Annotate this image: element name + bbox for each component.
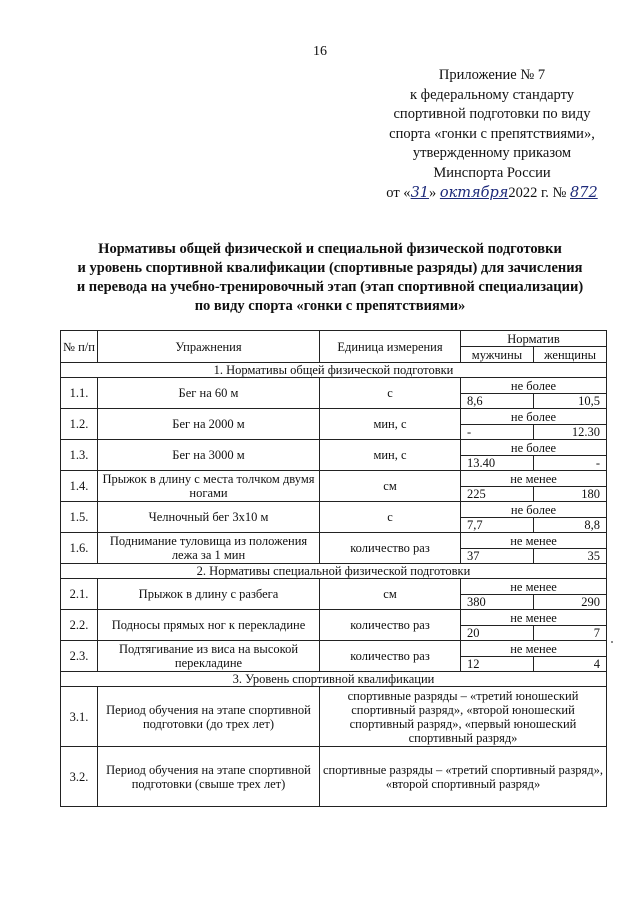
appendix-line: спортивной подготовки по виду [393, 106, 591, 123]
table-row [61, 378, 607, 394]
row-qualification: спортивные разряды – «третий спортивный разряд», «второй спортивный разряд» [320, 747, 607, 807]
row-exercise: Бег на 60 м [98, 378, 320, 409]
row-men: 7,7 [461, 518, 534, 533]
title-line: Нормативы общей физической и специальной физической подготовки [98, 241, 562, 257]
table-row [61, 502, 607, 518]
row-men: 225 [461, 487, 534, 502]
row-women: 10,5 [534, 394, 607, 409]
row-condition: не менее [461, 641, 607, 657]
header-women: женщины [534, 347, 607, 363]
section-row [61, 564, 607, 579]
appendix-title: Приложение № 7 [438, 67, 546, 83]
appendix-line: к федеральному стандарту [410, 86, 574, 103]
row-num: 3.1. [61, 687, 98, 747]
header-exercise: Упражнения [98, 331, 320, 363]
row-unit: количество раз [320, 533, 461, 564]
title-line: и уровень спортивной квалификации (спортивные разряды) для зачисления [77, 260, 583, 276]
row-unit: см [320, 579, 461, 610]
row-num: 1.4. [61, 471, 98, 502]
row-unit: количество раз [320, 610, 461, 641]
row-women: 4 [534, 657, 607, 672]
row-women: 35 [534, 549, 607, 564]
appendix-line: Минспорта России [433, 164, 551, 181]
row-condition: не более [461, 409, 607, 425]
document-title [60, 240, 600, 316]
section-row [61, 363, 607, 378]
row-num: 2.3. [61, 641, 98, 672]
title-line: и перевода на учебно-тренировочный этап (этап спортивной специализации) [76, 279, 584, 295]
table-row [61, 610, 607, 626]
section-row [61, 672, 607, 687]
header-norm: Норматив [461, 331, 607, 347]
order-date [372, 184, 612, 204]
handwritten-day: 31 [410, 184, 430, 201]
handwritten-month: октября [439, 184, 509, 201]
row-exercise: Период обучения на этапе спортивной подготовки (до трех лет) [98, 687, 320, 747]
row-unit: мин, с [320, 440, 461, 471]
row-women: - [534, 456, 607, 471]
table-row [61, 533, 607, 549]
row-exercise: Бег на 2000 м [98, 409, 320, 440]
row-women: 180 [534, 487, 607, 502]
row-men: 20 [461, 626, 534, 641]
row-num: 2.2. [61, 610, 98, 641]
appendix-header [372, 66, 612, 203]
row-condition: не более [461, 440, 607, 456]
row-exercise: Поднимание туловища из положения лежа за 1 мин [98, 533, 320, 564]
row-num: 1.5. [61, 502, 98, 533]
section-title: 2. Нормативы специальной физической подготовки [61, 564, 607, 579]
appendix-line: утвержденному приказом [412, 145, 572, 162]
row-condition: не менее [461, 533, 607, 549]
row-num: 2.1. [61, 579, 98, 610]
table-row [61, 579, 607, 595]
row-women: 290 [534, 595, 607, 610]
date-prefix: от « [386, 184, 411, 201]
row-num: 1.3. [61, 440, 98, 471]
row-condition: не менее [461, 471, 607, 487]
header-unit: Единица измерения [320, 331, 461, 363]
row-unit: мин, с [320, 409, 461, 440]
section-title: 3. Уровень спортивной квалификации [61, 672, 607, 687]
row-men: 13.40 [461, 456, 534, 471]
table-header-row [61, 331, 607, 347]
row-unit: с [320, 502, 461, 533]
date-year: 2022 г. № [508, 184, 571, 201]
table-row [61, 747, 607, 807]
row-women: 12.30 [534, 425, 607, 440]
row-exercise: Прыжок в длину с места толчком двумя ногами [98, 471, 320, 502]
row-exercise: Челночный бег 3х10 м [98, 502, 320, 533]
row-exercise: Прыжок в длину с разбега [98, 579, 320, 610]
row-unit: с [320, 378, 461, 409]
table-row [61, 687, 607, 747]
row-unit: количество раз [320, 641, 461, 672]
row-condition: не менее [461, 610, 607, 626]
row-men: 8,6 [461, 394, 534, 409]
row-exercise: Период обучения на этапе спортивной подготовки (свыше трех лет) [98, 747, 320, 807]
title-line: по виду спорта «гонки с препятствиями» [194, 298, 466, 314]
date-mid: » [429, 184, 440, 201]
row-men: 380 [461, 595, 534, 610]
row-men: - [461, 425, 534, 440]
row-women: 8,8 [534, 518, 607, 533]
row-num: 1.1. [61, 378, 98, 409]
row-exercise: Подносы прямых ног к перекладине [98, 610, 320, 641]
row-men: 12 [461, 657, 534, 672]
page-number: 16 [313, 44, 327, 59]
row-num: 1.6. [61, 533, 98, 564]
row-men: 37 [461, 549, 534, 564]
row-qualification: спортивные разряды – «третий юношеский спортивный разряд», «второй юношеский спортивный разряд», «первый юношеский спортивный разряд» [320, 687, 607, 747]
row-condition: не более [461, 502, 607, 518]
scan-speck [611, 641, 613, 643]
row-condition: не менее [461, 579, 607, 595]
norms-table [60, 330, 607, 807]
header-num: № п/п [61, 331, 98, 363]
row-unit: см [320, 471, 461, 502]
row-condition: не более [461, 378, 607, 394]
row-exercise: Бег на 3000 м [98, 440, 320, 471]
row-women: 7 [534, 626, 607, 641]
table-row [61, 471, 607, 487]
table-row [61, 641, 607, 657]
handwritten-order-number: 872 [570, 184, 598, 201]
row-num: 1.2. [61, 409, 98, 440]
table-row [61, 409, 607, 425]
row-exercise: Подтягивание из виса на высокой перекладине [98, 641, 320, 672]
appendix-line: спорта «гонки с препятствиями», [389, 125, 595, 142]
header-men: мужчины [461, 347, 534, 363]
row-num: 3.2. [61, 747, 98, 807]
section-title: 1. Нормативы общей физической подготовки [61, 363, 607, 378]
table-row [61, 440, 607, 456]
